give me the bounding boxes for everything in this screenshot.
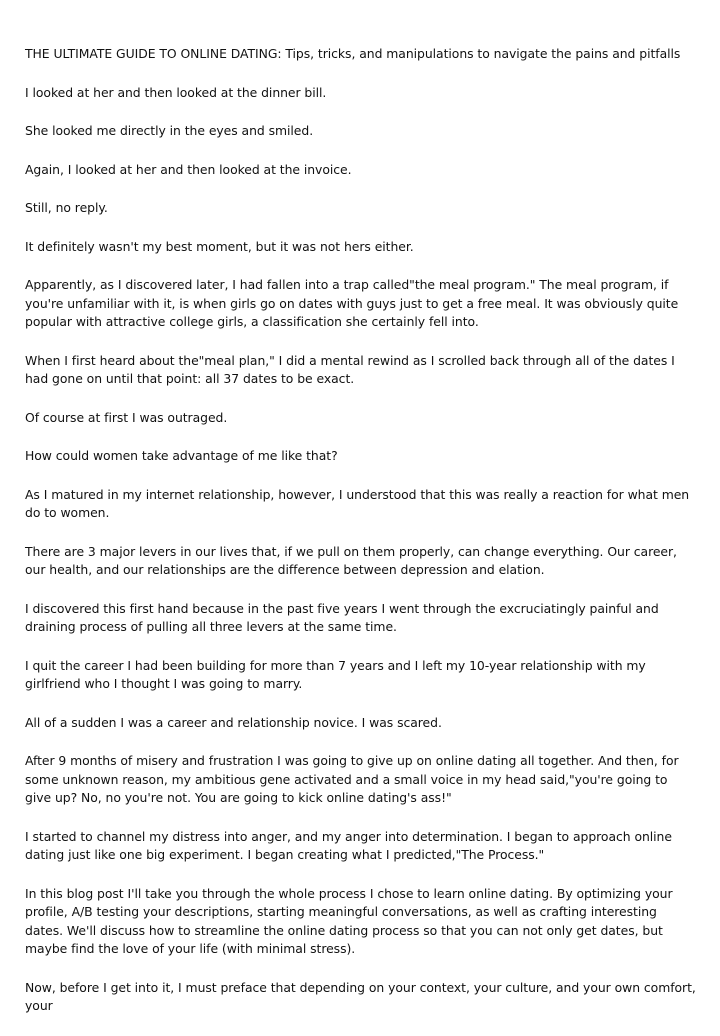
paragraph: I started to channel my distress into anger, and my anger into determination. I began to approach online dating just like one big experiment. I began creating what I predicted,"The Process." — [25, 828, 672, 862]
paragraph: How could women take advantage of me like that? — [25, 448, 338, 463]
paragraph: I looked at her and then looked at the dinner bill. — [25, 84, 327, 100]
paragraph: When I first heard about the"meal plan," I did a mental rewind as I scrolled back through all of the dates I had gone on until that point: all 37 dates to be exact. — [25, 352, 675, 386]
paragraph: Apparently, as I discovered later, I had fallen into a trap called"the meal program." The meal program, if you're unfamiliar with it, is when girls go on dates with guys just to get a free meal. It was obviously quite popular with attractive college girls, a classification she certainly fell into. — [25, 277, 679, 329]
paragraph: Still, no reply. — [25, 200, 108, 215]
title-paragraph: THE ULTIMATE GUIDE TO ONLINE DATING: Tips, tricks, and manipulations to navigate the pains and pitfalls — [25, 46, 681, 61]
paragraph: Again, I looked at her and then looked at the invoice. — [25, 161, 352, 177]
paragraph: She looked me directly in the eyes and smiled. — [25, 123, 314, 138]
paragraph: As I matured in my internet relationship, however, I understood that this was really a reaction for what men do to women. — [25, 486, 690, 520]
paragraph: I discovered this first hand because in the past five years I went through the excruciatingly painful and draining process of pulling all three levers at the same time. — [25, 600, 659, 634]
paragraph: It definitely wasn't my best moment, but it was not hers either. — [25, 238, 414, 254]
paragraph: Now, before I get into it, I must preface that depending on your context, your culture, and your own comfort, your — [25, 979, 696, 1013]
paragraph: Of course at first I was outraged. — [25, 409, 228, 425]
document-body — [25, 45, 697, 1036]
paragraph: I quit the career I had been building for more than 7 years and I left my 10-year relationship with my girlfriend who I thought I was going to marry. — [25, 657, 646, 691]
paragraph: In this blog post I'll take you through the whole process I chose to learn online dating. By optimizing your profile, A/B testing your descriptions, starting meaningful conversations, as well as crafting interesting dates. We'll discuss how to streamline the online dating process so that you can not only get dates, but maybe find the love of your life (with minimal stress). — [25, 885, 673, 956]
paragraph: After 9 months of misery and frustration I was going to give up on online dating all together. And then, for some unknown reason, my ambitious gene activated and a small voice in my head said,"you're going to give up? No, no you're not. You are going to kick online dating's ass!" — [25, 753, 679, 805]
paragraph: There are 3 major levers in our lives that, if we pull on them properly, can change everything. Our career, our health, and our relationships are the difference between depression and elation. — [25, 543, 677, 577]
paragraph: All of a sudden I was a career and relationship novice. I was scared. — [25, 714, 442, 730]
